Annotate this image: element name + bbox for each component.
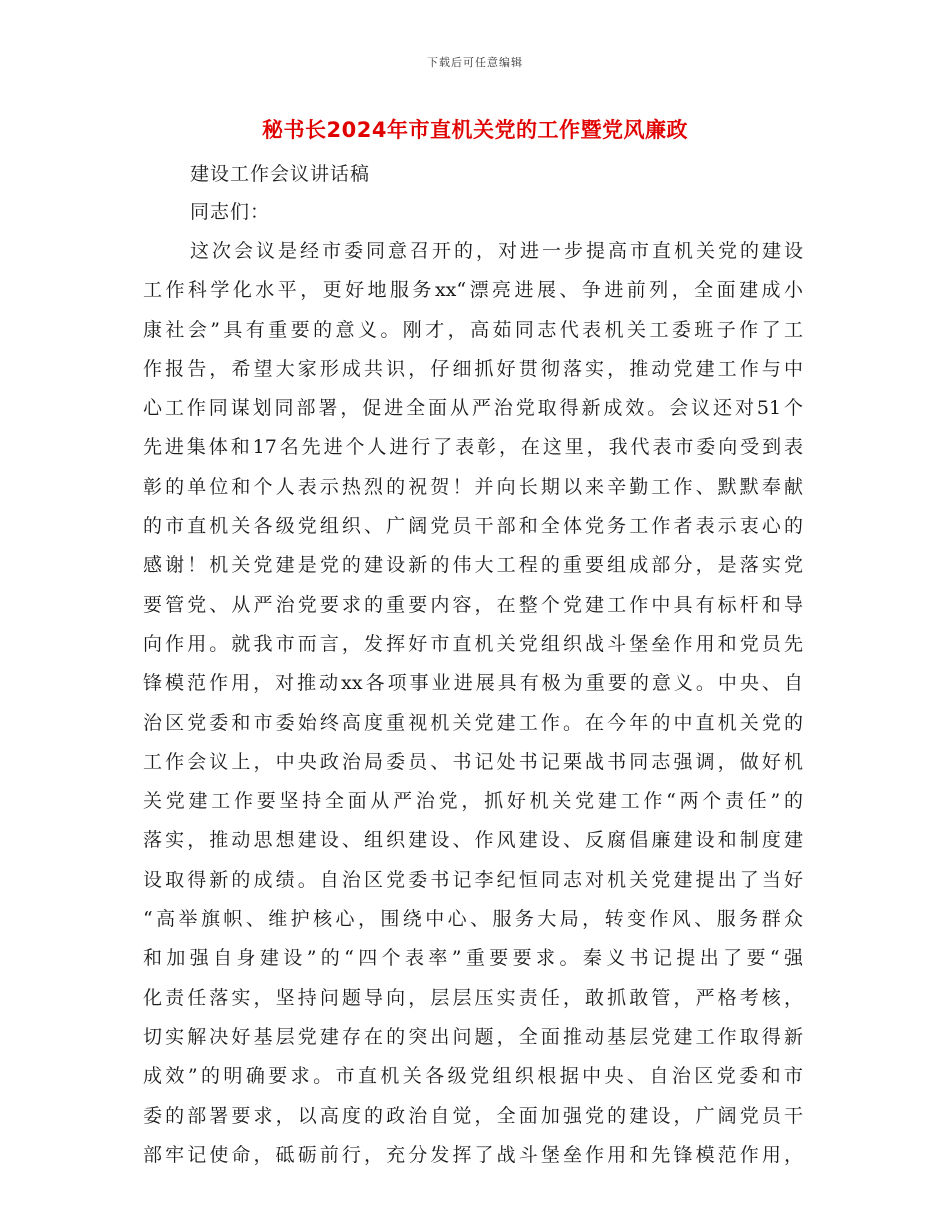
body-line: 锋模范作用，对推动xx各项事业进展具有极为重要的意义。中央、自	[143, 672, 803, 695]
body-line: 和加强自身建设”的“四个表率”重要要求。秦义书记提出了要“强	[143, 947, 803, 970]
body-line: 委的部署要求，以高度的政治自觉，全面加强党的建设，广阔党员干	[143, 1104, 803, 1127]
body-line: 治区党委和市委始终高度重视机关党建工作。在今年的中直机关党的	[143, 711, 803, 734]
body-line: 部牢记使命，砥砺前行，充分发挥了战斗堡垒作用和先锋模范作用，	[143, 1143, 803, 1166]
body-line: 工作会议上，中央政治局委员、书记处书记栗战书同志强调，做好机	[143, 750, 803, 773]
body-line: 心工作同谋划同部署，促进全面从严治党取得新成效。会议还对51个	[143, 397, 803, 420]
body-line: 设取得新的成绩。自治区党委书记李纪恒同志对机关党建提出了当好	[143, 868, 803, 891]
body-line: 的市直机关各级党组织、广阔党员干部和全体党务工作者表示衷心的	[143, 515, 803, 538]
document-title: 秘书长2024年市直机关党的工作暨党风廉政	[262, 118, 688, 142]
body-line: 彰的单位和个人表示热烈的祝贺！并向长期以来辛勤工作、默默奉献	[143, 475, 803, 498]
body-line: 向作用。就我市而言，发挥好市直机关党组织战斗堡垒作用和党员先	[143, 632, 803, 655]
salutation: 同志们：	[190, 201, 271, 223]
body-line: 作报告，希望大家形成共识，仔细抓好贯彻落实，推动党建工作与中	[143, 357, 803, 380]
body-line: 落实，推动思想建设、组织建设、作风建设、反腐倡廉建设和制度建	[143, 829, 803, 852]
body-line: 工作科学化水平，更好地服务xx“漂亮进展、争进前列，全面建成小	[143, 279, 803, 302]
body-line: 化责任落实，坚持问题导向，层层压实责任，敢抓敢管，严格考核，	[143, 986, 803, 1009]
body-line: 要管党、从严治党要求的重要内容，在整个党建工作中具有标杆和导	[143, 593, 803, 616]
body-text	[143, 232, 803, 1175]
body-line: 康社会”具有重要的意义。刚才，高茹同志代表机关工委班子作了工	[143, 318, 803, 341]
header-note: 下载后可任意编辑	[427, 56, 523, 69]
body-line: 先进集体和17名先进个人进行了表彰，在这里，我代表市委向受到表	[143, 436, 803, 459]
body-line: 这次会议是经市委同意召开的，对进一步提高市直机关党的建设	[190, 240, 803, 262]
body-line: 感谢！机关党建是党的建设新的伟大工程的重要组成部分，是落实党	[143, 554, 803, 577]
body-line: “高举旗帜、维护核心，围绕中心、服务大局，转变作风、服务群众	[143, 908, 803, 931]
body-line: 切实解决好基层党建存在的突出问题，全面推动基层党建工作取得新	[143, 1025, 803, 1048]
document-subtitle: 建设工作会议讲话稿	[190, 163, 371, 185]
body-line: 成效”的明确要求。市直机关各级党组织根据中央、自治区党委和市	[143, 1065, 803, 1088]
body-line: 关党建工作要坚持全面从严治党，抓好机关党建工作“两个责任”的	[143, 790, 803, 813]
